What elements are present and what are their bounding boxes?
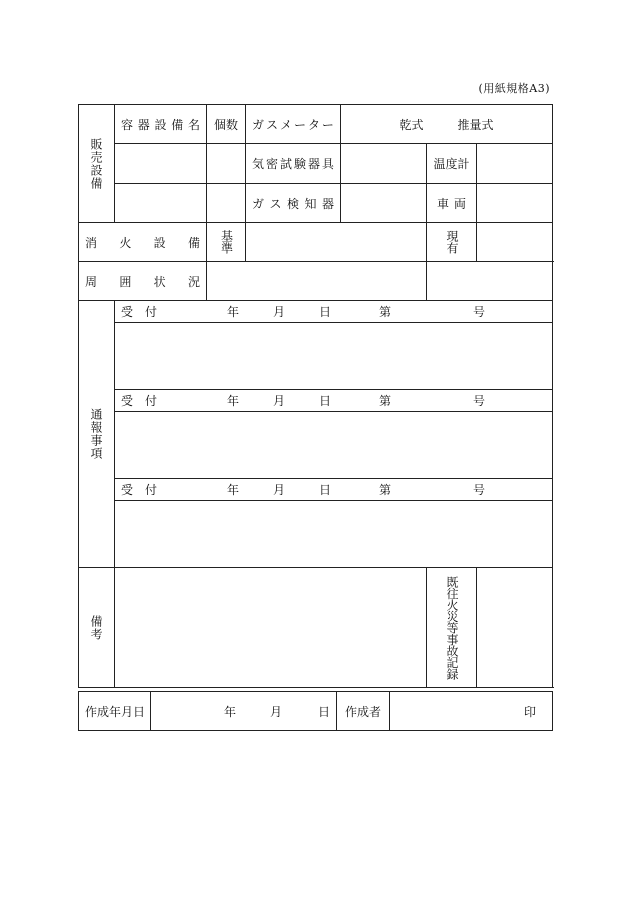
report-body-2[interactable] xyxy=(115,412,553,479)
thermometer-label: 温度計 xyxy=(427,144,477,184)
created-date-label: 作成年月日 xyxy=(79,692,151,731)
footer-table xyxy=(78,691,553,731)
report-body-1[interactable] xyxy=(115,323,553,390)
airtight-instrument-input[interactable] xyxy=(341,144,427,184)
receipt-row-3: 受 付 年 月 日 第 号 xyxy=(115,479,553,501)
created-date-input[interactable]: 年 月 日 xyxy=(151,692,337,731)
seal-mark: 印 xyxy=(523,704,536,719)
meter-type-cell[interactable] xyxy=(341,105,553,144)
paper-size-note: (用紙規格A3) xyxy=(478,82,550,95)
standard-input[interactable] xyxy=(246,223,427,262)
receipt-row-1: 受 付 年 月 日 第 号 xyxy=(115,301,553,323)
count-label: 個数 xyxy=(207,105,246,144)
current-input[interactable] xyxy=(477,223,553,262)
dry-type-label: 乾式 xyxy=(399,117,424,132)
container-name-input[interactable] xyxy=(115,144,207,184)
gas-detector-label: ガ ス 検 知 器 xyxy=(246,184,341,223)
creator-label: 作成者 xyxy=(337,692,390,731)
current-label: 現有 xyxy=(427,223,477,262)
surroundings-input-2[interactable] xyxy=(427,262,553,301)
fire-equipment-label: 消 火 設 備 xyxy=(79,223,207,262)
remarks-header: 備考 xyxy=(79,568,115,688)
vehicle-label: 車 両 xyxy=(427,184,477,223)
count-input-2[interactable] xyxy=(207,184,246,223)
container-name-label: 容 器 設 備 名 xyxy=(115,105,207,144)
inspection-form xyxy=(78,104,553,688)
creator-input[interactable] xyxy=(390,692,553,731)
container-name-input-2[interactable] xyxy=(115,184,207,223)
report-header: 通報事項 xyxy=(79,301,115,568)
airtight-instrument-label: 気 密 試 験 器 具 xyxy=(246,144,341,184)
thermometer-input[interactable] xyxy=(477,144,553,184)
receipt-row-2: 受 付 年 月 日 第 号 xyxy=(115,390,553,412)
gas-meter-label: ガ ス メ ー タ ー xyxy=(246,105,341,144)
count-input[interactable] xyxy=(207,144,246,184)
accident-history-label: 既往火災等事故記録 xyxy=(427,568,477,688)
accident-history-input[interactable] xyxy=(477,568,553,688)
surroundings-label: 周 囲 状 況 xyxy=(79,262,207,301)
vehicle-input[interactable] xyxy=(477,184,553,223)
gas-detector-input[interactable] xyxy=(341,184,427,223)
report-body-3[interactable] xyxy=(115,501,553,568)
surroundings-input[interactable] xyxy=(207,262,427,301)
displacement-type-label: 推量式 xyxy=(457,117,494,132)
standard-label: 基準 xyxy=(207,223,246,262)
sales-header: 販売設備 xyxy=(79,105,115,223)
remarks-input[interactable] xyxy=(115,568,427,688)
